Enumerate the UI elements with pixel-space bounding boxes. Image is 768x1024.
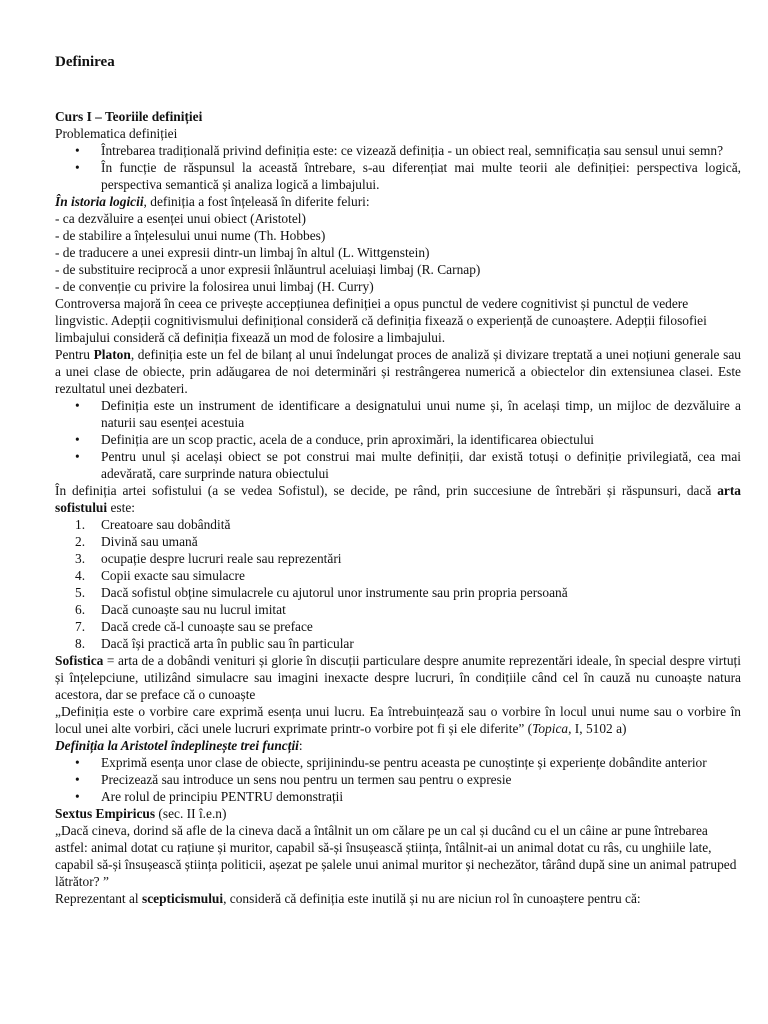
sextus-date: (sec. II î.e.n) <box>155 806 227 821</box>
dash-item: - de stabilire a înțelesului unui nume (Th. Hobbes) <box>55 228 326 243</box>
bullet-icon: • <box>75 772 80 787</box>
scepticism-bold: scepticismului <box>142 891 224 906</box>
topica-ref-title: Topica <box>532 721 569 736</box>
aristotel-heading-colon: : <box>298 738 303 753</box>
platon-name: Platon <box>93 347 131 362</box>
aristotel-bullet-list <box>55 754 741 805</box>
list-item <box>55 448 741 482</box>
list-item-text: Dacă sofistul obține simulacrele cu ajutorul unor instrumente sau prin propria persoană <box>101 585 568 600</box>
dash-item: - ca dezvăluire a esenței unui obiect (Aristotel) <box>55 211 306 226</box>
list-item <box>55 584 741 601</box>
list-item <box>55 533 741 550</box>
istoria-paragraph <box>55 193 741 210</box>
list-item-text: Divină sau umană <box>101 534 198 549</box>
list-item <box>55 618 741 635</box>
dash-item: - de convenție cu privire la folosirea unui limbaj (H. Curry) <box>55 279 374 294</box>
list-number: 6. <box>75 602 86 617</box>
istoria-lead: În istoria logicii <box>55 194 144 209</box>
intro-bullet-list <box>55 142 741 193</box>
list-item <box>55 142 741 159</box>
scepticism-paragraph <box>55 890 741 907</box>
bullet-icon: • <box>75 789 80 804</box>
list-item-text: Definiția are un scop practic, acela de a conduce, prin aproximări, la identificarea obiectului <box>101 432 594 447</box>
list-item-text: Dacă își practică arta în public sau în particular <box>101 636 354 651</box>
bullet-icon: • <box>75 449 80 464</box>
list-number: 7. <box>75 619 86 634</box>
platon-pre: Pentru <box>55 347 94 362</box>
sofistica-rest: = arta de a dobândi venituri și glorie în discuții particulare despre anumite reprezentări ideale, în special despre virtuți și înțelepciune, utilizând simulacre sau imagini inexacte despre lucruri, în condițiile când cel în cauză nu cunoaște natura acestora, dar se preface că o cunoaște <box>55 653 741 702</box>
page-title: Definirea <box>55 54 115 70</box>
list-item-text: Are rolul de principiu PENTRU demonstrații <box>101 789 344 804</box>
list-item-text: Exprimă esența unor clase de obiecte, sprijinindu-se pentru aceasta pe cunoștințe și experiențe dobândite anterior <box>101 755 707 770</box>
list-item-text: Dacă cunoaște sau nu lucrul imitat <box>101 602 286 617</box>
list-number: 2. <box>75 534 86 549</box>
list-item-text: Întrebarea tradițională privind definiția este: ce vizează definiția - un obiect real, semnificația sau sensul unui semn? <box>101 143 724 158</box>
list-number: 3. <box>75 551 86 566</box>
list-item <box>55 397 741 431</box>
platon-rest: , definiția este un fel de bilanț al unui îndelungat proces de analiză și divizare treptată a unei noțiuni generale sau a unei clase de obiecte, prin adăugarea de noi determinări și restrângerea numerică a obiectelor din extensiunea clasei. Este rezultatul unei dezbateri. <box>55 347 741 396</box>
sextus-quote: „Dacă cineva, dorind să afle de la cineva dacă a întâlnit un om călare pe un cal și ducând cu el un câine ar pune întrebarea astfel: animal dotat cu rațiune și muritor, capabil să-și însușească știința, întâlnit-ai un animal dotat cu râs, cu unghiile late, capabil să-și însușească știința politicii, așezat pe șalele unui animal muritor și nechezător, târând după sine un animal patruped lătrător? ” <box>55 823 737 889</box>
list-item <box>55 567 741 584</box>
list-number: 1. <box>75 517 86 532</box>
scepticism-post: , consideră că definiția este inutilă și nu are niciun rol în cunoaștere pentru că: <box>223 891 641 906</box>
list-number: 8. <box>75 636 86 651</box>
bullet-icon: • <box>75 398 80 413</box>
list-item <box>55 516 741 533</box>
list-item-text: ocupație despre lucruri reale sau reprezentări <box>101 551 342 566</box>
document-body <box>55 108 741 907</box>
platon-paragraph <box>55 346 741 397</box>
list-item <box>55 771 741 788</box>
list-item <box>55 635 741 652</box>
bullet-icon: • <box>75 160 80 175</box>
numbered-list <box>55 516 741 652</box>
list-item <box>55 431 741 448</box>
sofist-intro-paragraph <box>55 482 741 516</box>
dash-item: - de traducere a unei expresii dintr-un limbaj în altul (L. Wittgenstein) <box>55 245 430 260</box>
list-item-text: Precizează sau introduce un sens nou pentru un termen sau pentru o expresie <box>101 772 512 787</box>
list-item-text: În funcție de răspunsul la această întrebare, s-au diferențiat mai multe teorii ale definiției: perspectiva logică, perspectiva semantică și analiza logică a limbajului. <box>101 160 741 192</box>
bullet-icon: • <box>75 432 80 447</box>
section-subtitle: Problematica definiției <box>55 126 178 141</box>
scepticism-pre: Reprezentant al <box>55 891 142 906</box>
dash-item: - de substituire reciprocă a unor expresii înlăuntrul aceluiași limbaj (R. Carnap) <box>55 262 481 277</box>
istoria-rest: , definiția a fost înțeleasă în diferite feluri: <box>143 194 370 209</box>
bullet-icon: • <box>75 755 80 770</box>
list-item <box>55 601 741 618</box>
list-item <box>55 788 741 805</box>
aristotel-heading-text: Definiția la Aristotel îndeplinește trei funcții <box>55 738 299 753</box>
list-item-text: Definiția este un instrument de identificare a designatului unui nume și, în același timp, un mijloc de dezvăluire a naturii sau esenței acestuia <box>101 398 741 430</box>
list-item-text: Dacă crede că-l cunoaște sau se preface <box>101 619 313 634</box>
sofistica-paragraph <box>55 652 741 703</box>
sofist-intro-pre: În definiția artei sofistului (a se vedea Sofistul), se decide, pe rând, prin succesiune de întrebări și răspunsuri, dacă <box>55 483 718 498</box>
list-item-text: Copii exacte sau simulacre <box>101 568 245 583</box>
list-item <box>55 159 741 193</box>
sextus-heading <box>55 805 741 822</box>
list-item <box>55 550 741 567</box>
platon-bullet-list <box>55 397 741 482</box>
topica-ref-rest: , I, 5102 a) <box>568 721 627 736</box>
aristotel-heading <box>55 737 741 754</box>
sofist-intro-post: este: <box>107 500 135 515</box>
topica-quote-text: „Definiția este o vorbire care exprimă esența unui lucru. Ea întrebuințează sau o vorbire în locul unui nume sau o vorbire în locul unei alte vorbiri, căci unele lucruri exprimate printr-o vorbire pot fi și ele diferite” ( <box>55 704 741 736</box>
list-item-text: Pentru unul și același obiect se pot construi mai multe definiții, dar există totuși o definiție privilegiată, cea mai adevărată, care surprinde natura obiectului <box>101 449 741 481</box>
list-item-text: Creatoare sau dobândită <box>101 517 231 532</box>
bullet-icon: • <box>75 143 80 158</box>
controversa-paragraph: Controversa majoră în ceea ce privește accepțiunea definiției a opus punctul de vedere cognitivist și punctul de vedere lingvistic. Adepții cognitivismului definițional consideră că definiția fixează o experiență de cunoaștere. Adepții filosofiei limbajului consideră că definiția fixează un mod de folosire a limbajului. <box>55 296 707 345</box>
list-number: 5. <box>75 585 86 600</box>
sextus-name: Sextus Empiricus <box>55 806 156 821</box>
list-item <box>55 754 741 771</box>
topica-quote <box>55 703 741 737</box>
list-number: 4. <box>75 568 86 583</box>
course-title: Curs I – Teoriile definiției <box>55 109 203 124</box>
sofistica-term: Sofistica <box>55 653 104 668</box>
sofist-intro-bold: arta sofistului <box>55 483 741 515</box>
